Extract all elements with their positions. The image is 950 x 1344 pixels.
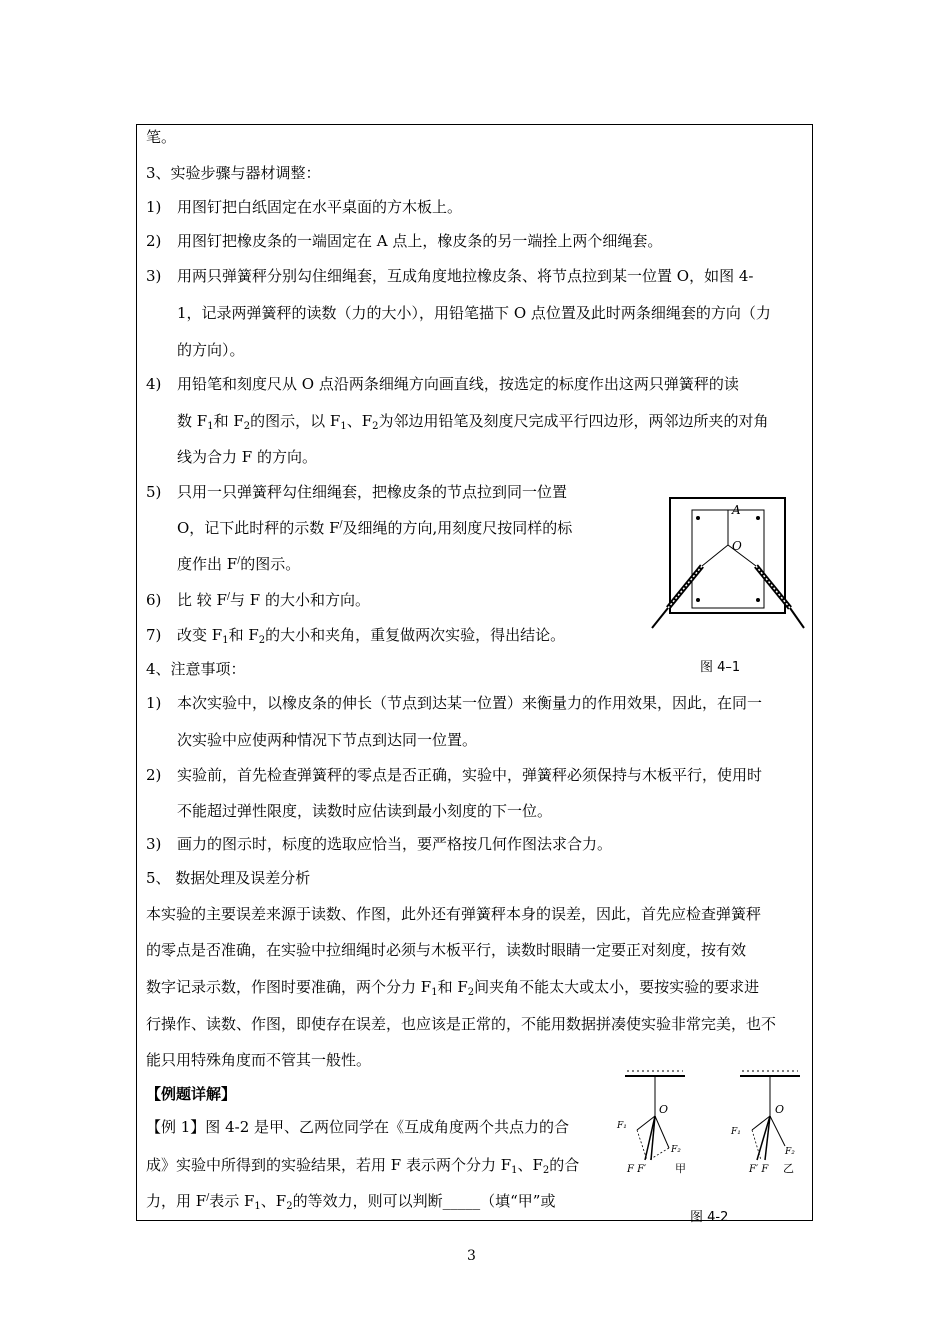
- example-heading: 【例题详解】: [146, 1085, 237, 1103]
- step-4-line-c: 线为合力 F 的方向。: [177, 448, 317, 466]
- paragraph-line: 数字记录示数，作图时要准确，两个分力 $F_1$和 $F_2$间夹角不能太大或太小，要按实验的要求进: [146, 978, 760, 998]
- note-number: 1): [146, 694, 162, 712]
- note-1-line-a: 本次实验中，以橡皮条的伸长（节点到达某一位置）来衡量力的作用效果，因此，在同一: [177, 694, 763, 712]
- step-number: 2): [146, 232, 162, 250]
- step-number: 1): [146, 198, 162, 216]
- step-3-line-b: 1，记录两弹簧秤的读数（力的大小），用铅笔描下 O 点位置及此时两条细绳套的方向（力: [177, 304, 771, 322]
- step-number: 7): [146, 626, 162, 644]
- figure-4-2-caption: 图 4-2: [690, 1210, 729, 1225]
- step-4-line-b: 数 $F_1$和 $F_2$的图示，以 $F_1$、$F_2$为邻边用铅笔及刻度尺完成平行四边形，两邻边所夹的对角: [177, 412, 769, 432]
- text-line: 笔。: [146, 128, 177, 146]
- step-3-line-a: 用两只弹簧秤分别勾住细绳套，互成角度地拉橡皮条、将节点拉到某一位置 O，如图 4-: [177, 267, 754, 285]
- section-3-title: 3、实验步骤与器材调整：: [146, 164, 321, 182]
- step-4-line-a: 用铅笔和刻度尺从 O 点沿两条细绳方向画直线，按选定的标度作出这两只弹簧秤的读: [177, 375, 739, 393]
- note-3: 画力的图示时，标度的选取应恰当，要严格按几何作图法求合力。: [177, 835, 613, 853]
- label-jia: 甲: [675, 1162, 686, 1175]
- step-5-line-b: O，记下此时秤的示数 F/及细绳的方向,用刻度尺按同样的标: [177, 519, 573, 537]
- label-F1-yi: F₁: [731, 1127, 741, 1137]
- label-O-yi: O: [775, 1103, 785, 1116]
- step-3-line-c: 的方向）。: [177, 341, 245, 359]
- step-7: 改变 $F_1$和 $F_2$的大小和夹角，重复做两次实验，得出结论。: [177, 626, 566, 646]
- figure-4-1: [640, 490, 810, 640]
- label-F1-jia: F₁: [617, 1121, 627, 1131]
- note-1-line-b: 次实验中应使两种情况下节点到达同一位置。: [177, 731, 478, 749]
- step-2: 用图钉把橡皮条的一端固定在 A 点上，橡皮条的另一端拴上两个细绳套。: [177, 232, 663, 250]
- note-2-line-b: 不能超过弹性限度，读数时应估读到最小刻度的下一位。: [177, 802, 553, 820]
- note-2-line-a: 实验前，首先检查弹簧秤的零点是否正确，实验中，弹簧秤必须保持与木板平行，使用时: [177, 766, 763, 784]
- note-number: 3): [146, 835, 162, 853]
- label-F2-jia: F₂: [671, 1145, 681, 1155]
- label-F2-yi: F₂: [785, 1147, 795, 1157]
- figure-4-2: [605, 1068, 805, 1178]
- example-1-line-a: 【例 1】图 4-2 是甲、乙两位同学在《互成角度两个共点力的合: [146, 1118, 570, 1136]
- paragraph-line: 本实验的主要误差来源于读数、作图，此外还有弹簧秤本身的误差，因此，首先应检查弹簧秤: [146, 905, 762, 923]
- paragraph-line: 能只用特殊角度而不管其一般性。: [146, 1051, 372, 1069]
- label-A: A: [732, 503, 741, 517]
- label-O-jia: O: [659, 1103, 669, 1116]
- step-number: 4): [146, 375, 162, 393]
- paragraph-line: 行操作、读数、作图，即使存在误差，也应该是正常的，不能用数据拼凑使实验非常完美，也不: [146, 1015, 777, 1033]
- figure-4-1-caption: 图 4–1: [700, 660, 741, 675]
- label-F-jia: F F′: [627, 1164, 647, 1175]
- step-5-line-a: 只用一只弹簧秤勾住细绳套，把橡皮条的节点拉到同一位置: [177, 483, 568, 501]
- step-number: 6): [146, 591, 162, 609]
- step-1: 用图钉把白纸固定在水平桌面的方木板上。: [177, 198, 463, 216]
- page-number: 3: [467, 1248, 476, 1264]
- example-1-line-b: 成》实验中所得到的实验结果，若用 F 表示两个分力 $F_1$、$F_2$的合: [146, 1156, 580, 1176]
- section-5-title: 5、 数据处理及误差分析: [146, 869, 311, 887]
- step-number: 5): [146, 483, 162, 501]
- label-O: O: [732, 539, 742, 553]
- section-4-title: 4、注意事项：: [146, 660, 246, 678]
- example-1-line-c: 力，用 F/表示 $F_1$、$F_2$的等效力，则可以判断_____（填“甲”或: [146, 1192, 556, 1212]
- label-yi: 乙: [783, 1162, 794, 1175]
- note-number: 2): [146, 766, 162, 784]
- step-5-line-c: 度作出 F/的图示。: [177, 555, 301, 573]
- label-F-yi: F′ F: [749, 1164, 769, 1175]
- paragraph-line: 的零点是否准确，在实验中拉细绳时必须与木板平行，读数时眼睛一定要正对刻度，按有效: [146, 941, 747, 959]
- step-number: 3): [146, 267, 162, 285]
- answer-blank[interactable]: _____: [442, 1192, 481, 1210]
- step-6: 比 较 F/与 F 的大小和方向。: [177, 591, 370, 609]
